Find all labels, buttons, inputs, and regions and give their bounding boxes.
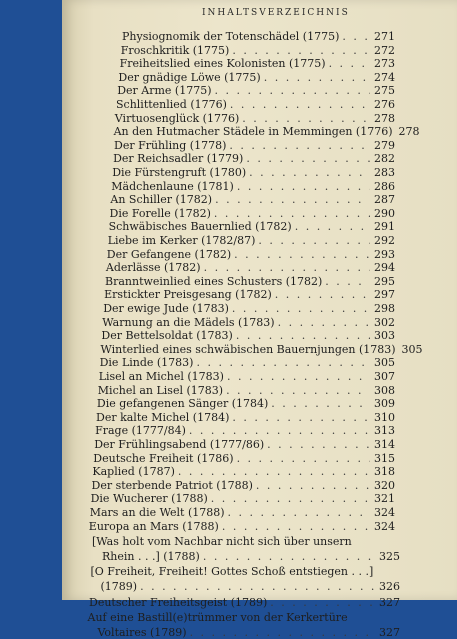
- toc-entry: [113, 125, 420, 139]
- toc-entry-page: 324: [373, 506, 395, 519]
- toc-entry-title: Winterlied eines schwäbischen Bauernjungen (1783): [100, 342, 396, 356]
- toc-entry-page: 278: [398, 125, 420, 139]
- toc-entry-title: An Schiller (1782): [110, 193, 213, 207]
- toc-entry-title: Die Linde (1783): [99, 356, 194, 370]
- toc-entry: [113, 152, 395, 165]
- dot-leader: [226, 384, 370, 397]
- dot-leader: [295, 220, 370, 233]
- dot-leader: [228, 506, 370, 519]
- dot-leader: [237, 452, 370, 465]
- toc-entry-title: Physiognomik der Totenschädel (1775): [122, 30, 340, 43]
- dot-leader: [234, 248, 370, 261]
- toc-entry-title: Deutsche Freiheit (1786): [93, 451, 234, 465]
- toc-entry-page: 287: [373, 193, 395, 207]
- toc-entry-title: Michel an Lisel (1783): [97, 383, 224, 397]
- dot-leader: [325, 275, 370, 288]
- toc-entry: [104, 288, 395, 301]
- toc-entry-title: Der Reichsadler (1779): [113, 152, 244, 166]
- toc-entry: [91, 492, 395, 505]
- dot-leader: [249, 166, 370, 179]
- toc-entry-page: 292: [373, 234, 395, 247]
- toc-entry-page: 286: [373, 179, 395, 193]
- toc-entry: [102, 316, 395, 329]
- toc-entry-title: Der ewige Jude (1783): [103, 302, 229, 315]
- toc-entry-title: Erstickter Preisgesang (1782): [104, 288, 272, 302]
- toc-entry-page: 313: [373, 424, 395, 438]
- toc-entry: [103, 302, 395, 315]
- toc-entry-title: Froschkritik (1775): [120, 43, 230, 57]
- dot-leader: [267, 438, 370, 451]
- dot-leader: [342, 30, 370, 43]
- toc-entry: [120, 57, 395, 70]
- dot-leader: [237, 180, 370, 193]
- toc-entry: [110, 207, 396, 220]
- toc-entry: [101, 580, 401, 593]
- toc-entry-title: Der gnädige Löwe (1775): [118, 70, 261, 84]
- toc-entry: [95, 424, 395, 437]
- dot-leader: [236, 329, 370, 342]
- toc-entry-page: 308: [373, 383, 395, 397]
- toc-entry: [122, 30, 395, 43]
- toc-entry-page: 310: [374, 410, 395, 424]
- toc-entry-page: 274: [373, 70, 395, 84]
- toc-entry-page: 305: [373, 356, 395, 370]
- toc-entry-title: Lisel an Michel (1783): [98, 370, 224, 383]
- toc-entry-title: Die Fürstengruft (1780): [112, 166, 247, 179]
- toc-entry-title: Europa an Mars (1788): [88, 519, 219, 533]
- dot-leader: [229, 139, 370, 152]
- toc-entry-title: Schwäbisches Bauernlied (1782): [108, 220, 292, 234]
- dot-leader: [271, 397, 370, 410]
- dot-leader: [270, 596, 375, 609]
- toc-entry: [111, 180, 395, 193]
- dot-leader: [204, 261, 370, 274]
- toc-entry: [102, 550, 400, 563]
- toc-entry-title: Virtuosenglück (1776): [114, 111, 240, 125]
- toc-entry-page: 318: [373, 465, 395, 479]
- book-page: [62, 0, 457, 639]
- toc-entry-page: 271: [374, 30, 395, 43]
- toc-entry: [100, 356, 395, 369]
- toc-entry-title: Der sterbende Patriot (1788): [91, 478, 253, 492]
- toc-entry: [94, 438, 395, 451]
- toc-entry-page: 283: [373, 166, 395, 179]
- toc-entry-title: Der Arme (1775): [117, 84, 212, 98]
- toc-entry-title: Die Wucherer (1788): [90, 492, 208, 506]
- toc-entry: [115, 112, 395, 125]
- toc-entry-page: 282: [373, 152, 395, 166]
- dot-leader: [232, 411, 370, 424]
- toc-entry-page: 314: [373, 438, 395, 451]
- toc-entry: [108, 234, 395, 247]
- toc-entry: [117, 84, 395, 97]
- toc-entry-page: 278: [373, 111, 395, 125]
- toc-entry-title: Schlittenlied (1776): [116, 98, 227, 111]
- toc-entry-page: 315: [373, 451, 395, 465]
- dot-leader: [246, 152, 370, 165]
- toc-entry-page: 273: [373, 57, 395, 71]
- toc-entry: [89, 520, 395, 533]
- toc-entry: [97, 397, 395, 410]
- toc-entry-title: Warnung an die Mädels (1783): [102, 315, 275, 329]
- toc-entry-title: An den Hutmacher Städele in Memmingen (1776): [113, 125, 393, 139]
- dot-leader: [215, 84, 370, 97]
- toc-entry-title: Deutscher Freiheitsgeist (1789): [89, 595, 268, 609]
- toc-entry: [118, 71, 395, 84]
- dot-leader: [190, 626, 375, 639]
- toc-entry-page: 291: [373, 220, 395, 234]
- toc-entry: [98, 384, 395, 397]
- toc-entry-title: Frage (1777/84): [95, 424, 186, 438]
- toc-entry-title: Der Frühling (1778): [114, 138, 227, 152]
- dot-leader: [214, 207, 370, 220]
- toc-entry-title: Voltaires (1789): [97, 625, 187, 639]
- toc-entry-page: 298: [373, 302, 395, 315]
- toc-entry: [109, 220, 395, 233]
- toc-entry-page: 327: [379, 595, 400, 609]
- toc-entry-page: 309: [373, 397, 395, 411]
- dot-leader: [278, 316, 370, 329]
- toc-entry-page: 276: [374, 98, 395, 111]
- toc-entry-title-line: [Was holt vom Nachbar nicht sich über unsern: [92, 535, 352, 549]
- dot-leader: [222, 520, 370, 533]
- toc-entry: [99, 370, 395, 383]
- toc-entry-title: Der Frühlingsabend (1777/86): [94, 438, 265, 451]
- dot-leader: [227, 370, 370, 383]
- dot-leader: [189, 424, 370, 437]
- dot-leader: [242, 112, 370, 125]
- toc-entry-page: 302: [373, 315, 395, 329]
- toc-entry-page: 305: [401, 342, 423, 356]
- toc-entry-title: Der Gefangene (1782): [106, 247, 232, 261]
- toc-entry-title: Mars an die Welt (1788): [89, 506, 225, 519]
- toc-entry-title: Mädchenlaune (1781): [111, 179, 234, 193]
- toc-entry-page: 272: [373, 43, 395, 57]
- toc-entry: [105, 275, 395, 288]
- table-of-contents: [62, 0, 457, 639]
- dot-leader: [178, 465, 370, 478]
- toc-entry-page: 303: [373, 329, 395, 343]
- toc-entry: [121, 44, 395, 57]
- dot-leader: [275, 288, 370, 301]
- dot-leader: [140, 580, 375, 593]
- toc-entry: [114, 139, 395, 152]
- toc-entry: [106, 261, 395, 274]
- toc-entry: [116, 98, 395, 111]
- toc-entry-title-line: [O Freiheit, Freiheit! Gottes Schoß entstiegen . . .]: [90, 565, 374, 579]
- toc-entry: [92, 465, 395, 478]
- toc-entry-title: Freiheitslied eines Kolonisten (1775): [119, 57, 326, 71]
- dot-leader: [258, 234, 370, 247]
- toc-entry: [101, 329, 395, 342]
- dot-leader: [203, 550, 375, 563]
- dot-leader: [256, 479, 370, 492]
- toc-entry-title: (1789): [100, 580, 138, 593]
- toc-entry-page: 324: [373, 519, 395, 533]
- toc-entry-page: 327: [379, 625, 400, 639]
- toc-entry-title: Kaplied (1787): [92, 465, 175, 479]
- toc-entry-title: Der Bettelsoldat (1783): [101, 329, 233, 343]
- dot-leader: [211, 492, 370, 505]
- toc-entry: [93, 452, 395, 465]
- toc-entry-title: Liebe im Kerker (1782/87): [107, 234, 256, 247]
- toc-entry-page: 325: [379, 549, 400, 563]
- toc-entry: [96, 411, 395, 424]
- dot-leader: [215, 193, 370, 206]
- toc-entry: [92, 479, 396, 492]
- toc-entry-page: 279: [374, 138, 395, 152]
- toc-entry: [112, 166, 395, 179]
- dot-leader: [230, 98, 370, 111]
- toc-entry-page: 326: [379, 580, 400, 593]
- toc-entry: [98, 626, 401, 639]
- toc-entry-title-line: Auf eine Bastill(e)trümmer von der Kerkertüre: [87, 611, 348, 625]
- running-header: INHALTSVERZEICHNIS: [202, 8, 350, 18]
- toc-entry-title: Rhein . . .] (1788): [102, 549, 200, 563]
- toc-entry-page: 290: [374, 206, 395, 220]
- toc-entry-page: 321: [373, 492, 395, 506]
- dot-leader: [264, 71, 370, 84]
- toc-entry-page: 294: [373, 261, 395, 275]
- toc-entry: [110, 193, 395, 206]
- toc-entry-page: 293: [373, 247, 395, 261]
- toc-entry-title: Die gefangenen Sänger (1784): [96, 397, 269, 411]
- dot-leader: [196, 356, 370, 369]
- toc-entry: [107, 248, 395, 261]
- dot-leader: [329, 57, 370, 70]
- dot-leader: [232, 44, 370, 57]
- toc-entry-title: Die Forelle (1782): [109, 206, 211, 220]
- toc-entry-page: 295: [374, 274, 395, 288]
- toc-entry-page: 307: [373, 370, 395, 383]
- toc-entry: [90, 506, 395, 519]
- toc-entry-title: Branntweinlied eines Schusters (1782): [105, 274, 323, 288]
- toc-entry-page: 275: [373, 84, 395, 98]
- toc-entry: [100, 342, 423, 356]
- toc-entry-page: 320: [374, 478, 395, 492]
- toc-entry-title: Aderlässe (1782): [105, 261, 201, 275]
- toc-entry: [89, 596, 400, 609]
- toc-entry-page: 297: [373, 288, 395, 302]
- toc-entry-title: Der kalte Michel (1784): [96, 410, 230, 424]
- dot-leader: [232, 302, 370, 315]
